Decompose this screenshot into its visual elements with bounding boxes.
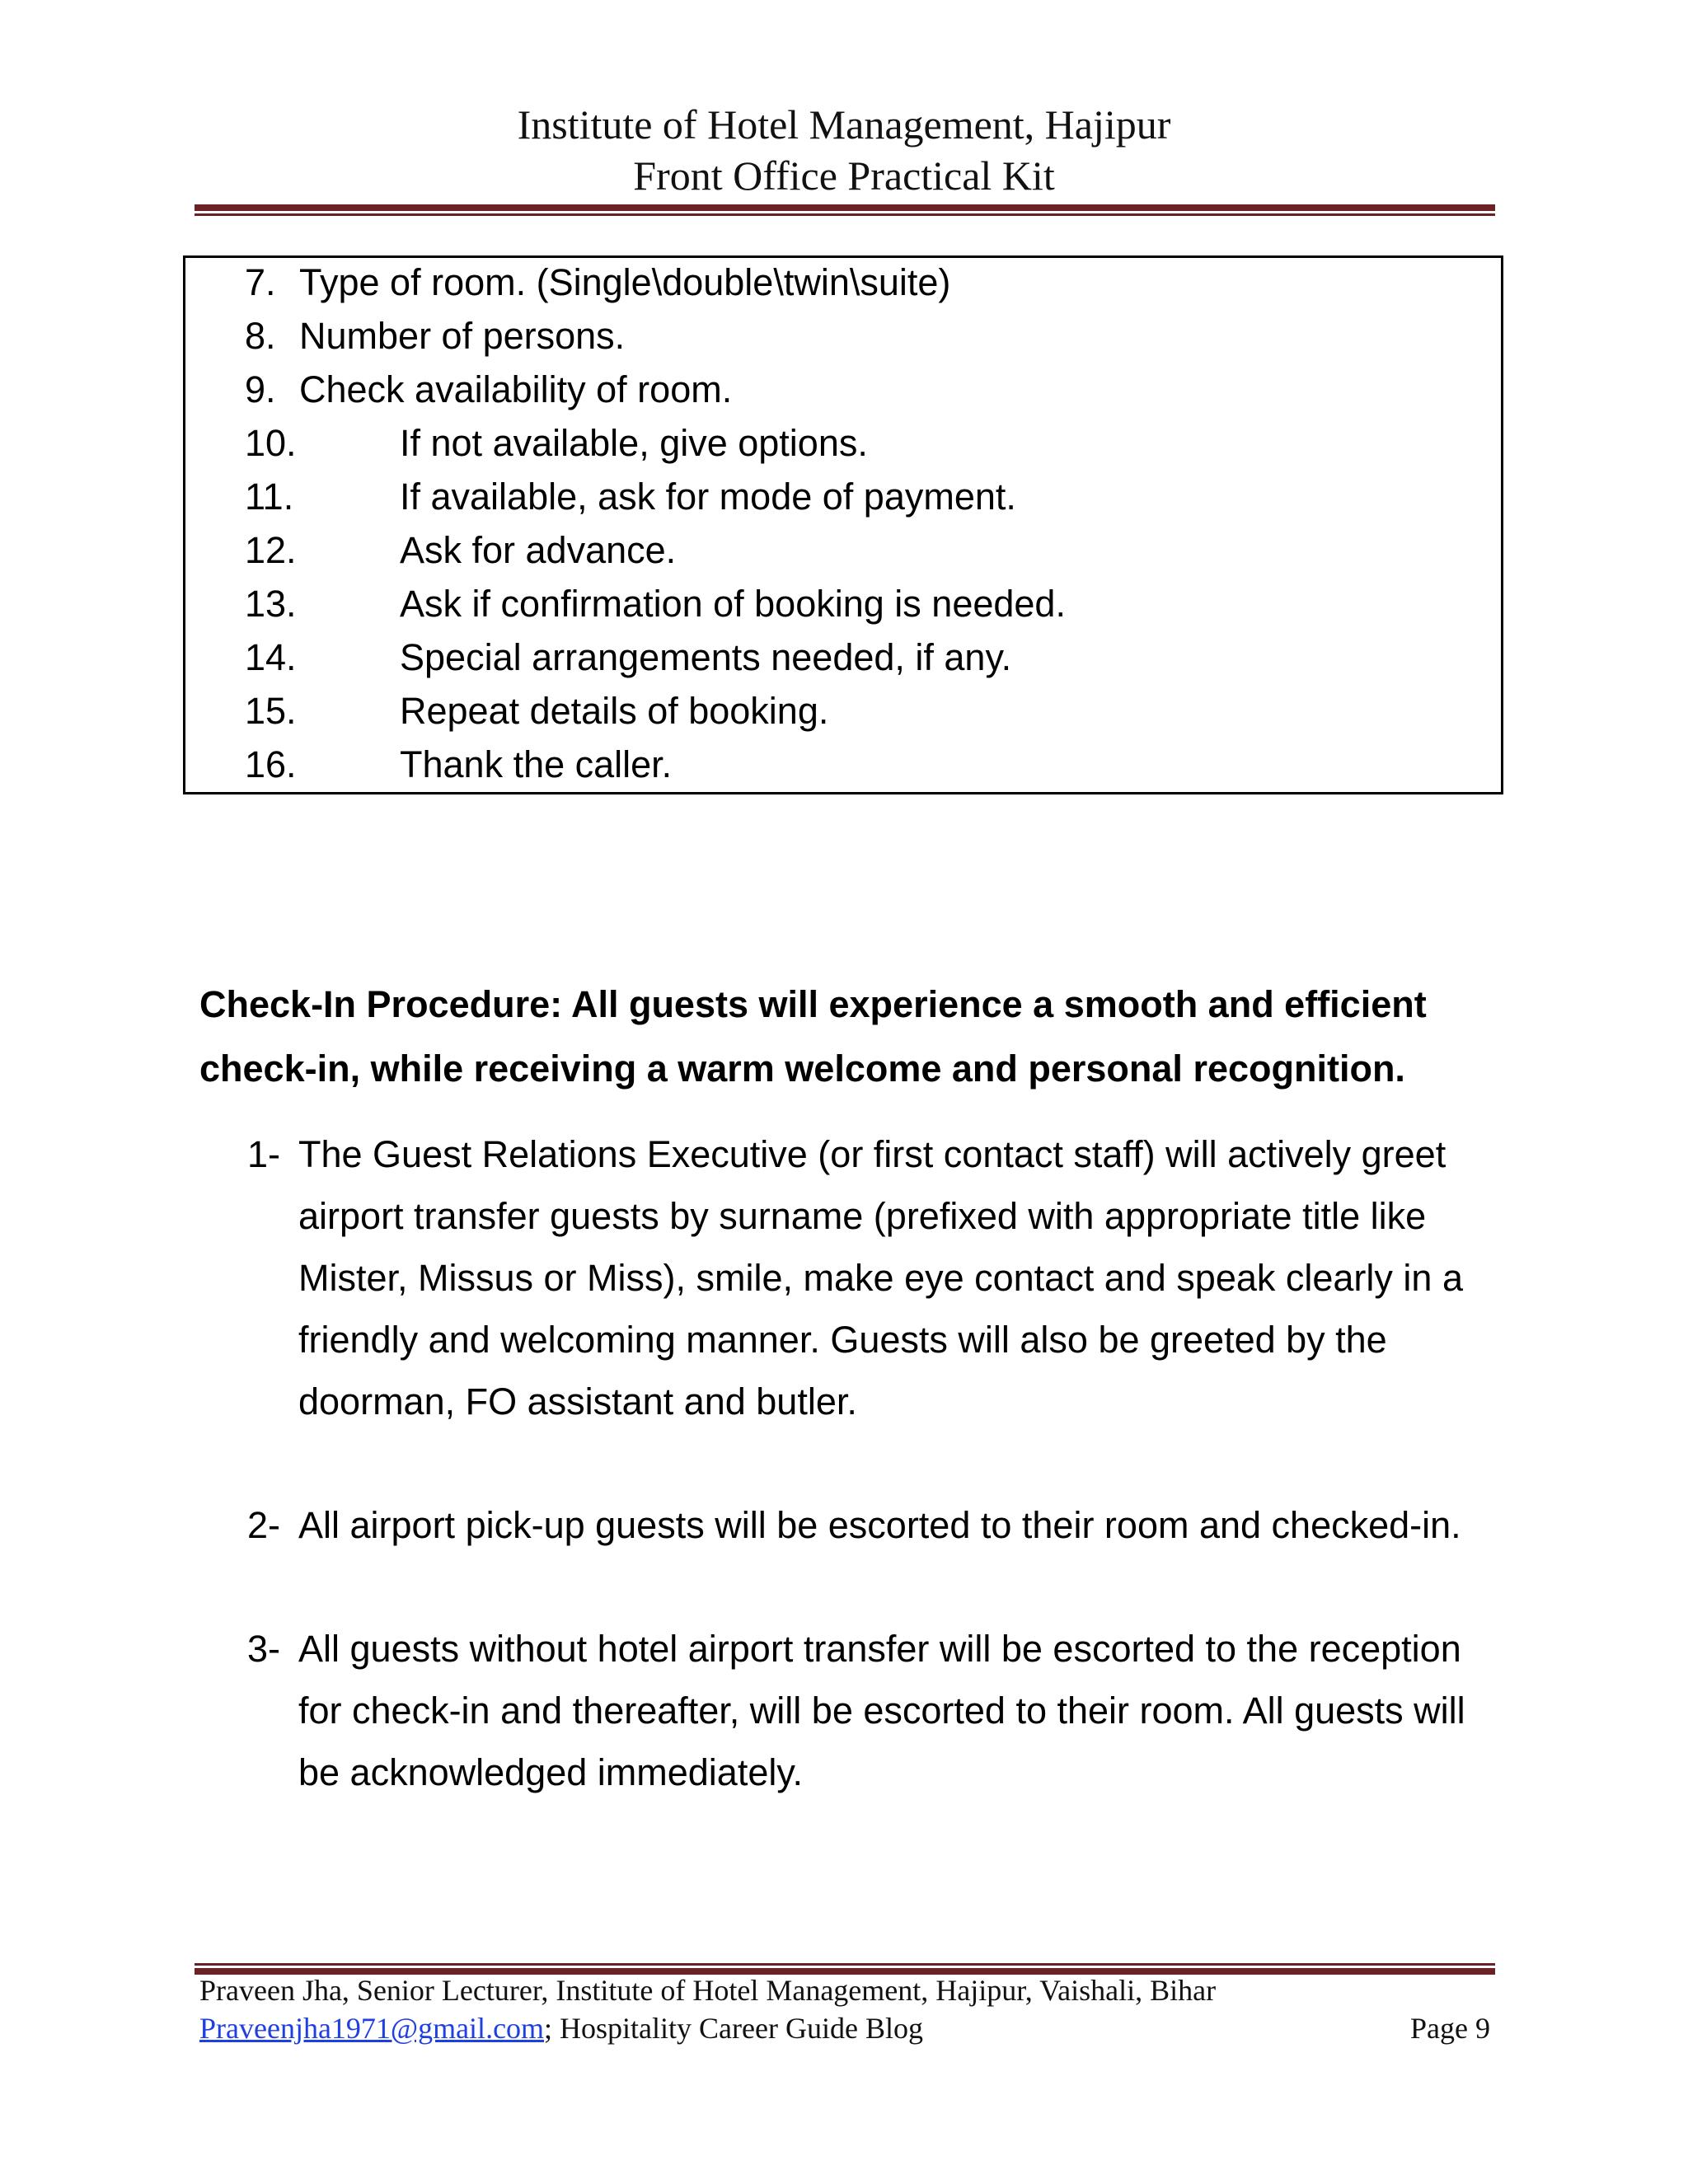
list-item xyxy=(185,740,1422,790)
item-number: 7. xyxy=(245,261,276,303)
list-item xyxy=(185,258,1422,307)
item-number: 8. xyxy=(245,315,276,357)
list-item xyxy=(185,312,1422,361)
item-text: Repeat details of booking. xyxy=(400,690,829,732)
item-number: 12. xyxy=(245,529,297,571)
footer-contact xyxy=(199,2009,1493,2047)
list-item xyxy=(185,365,1422,415)
item-text: If not available, give options. xyxy=(400,422,868,464)
list-item xyxy=(185,687,1422,736)
item-text: Check availability of room. xyxy=(299,368,733,410)
item-number: 9. xyxy=(245,368,276,410)
item-text: Type of room. (Single\double\twin\suite) xyxy=(299,261,951,303)
item-number: 16. xyxy=(245,743,297,785)
step-text: The Guest Relations Executive (or first contact staff) will actively greet airport transfer guests by surname (prefixed with appropriate title like Mister, Missus or Miss), smile, make eye contact and speak clearly in a friendly and welcoming manner. Guests will also be greeted by the doorman, FO assistant and butler. xyxy=(298,1133,1463,1422)
list-item xyxy=(185,472,1422,522)
list-item xyxy=(185,579,1422,629)
header-institute: Institute of Hotel Management, Hajipur xyxy=(517,101,1171,148)
item-number: 11. xyxy=(245,476,294,518)
email-link[interactable]: Praveenjha1971@gmail.com xyxy=(199,2012,545,2045)
item-number: 10. xyxy=(245,422,297,464)
footer-author: Praveen Jha, Senior Lecturer, Institute of Hotel Management, Hajipur, Vaishali, Bihar xyxy=(199,1974,1217,2007)
item-text: Ask if confirmation of booking is needed. xyxy=(400,583,1066,625)
page-header xyxy=(0,99,1688,201)
list-item xyxy=(185,633,1422,682)
item-text: Thank the caller. xyxy=(400,743,673,785)
header-divider xyxy=(195,204,1495,216)
item-number: 15. xyxy=(245,690,297,732)
item-text: Number of persons. xyxy=(299,315,626,357)
list-item xyxy=(185,526,1422,575)
list-item xyxy=(247,1123,1469,1432)
item-number: 13. xyxy=(245,583,297,625)
page-footer xyxy=(199,1971,1493,2047)
step-marker: 3- xyxy=(247,1628,281,1670)
booking-steps-box xyxy=(183,255,1503,794)
item-number: 14. xyxy=(245,636,297,678)
step-marker: 1- xyxy=(247,1133,281,1175)
list-item xyxy=(185,419,1422,468)
item-text: If available, ask for mode of payment. xyxy=(400,476,1016,518)
step-text: All airport pick-up guests will be escorted to their room and checked-in. xyxy=(298,1504,1461,1546)
footer-blog: ; Hospitality Career Guide Blog xyxy=(544,2012,923,2045)
page-number: Page 9 xyxy=(1410,2012,1490,2045)
step-text: All guests without hotel airport transfer will be escorted to the reception for check-in and thereafter, will be escorted to their room. All guests will be acknowledged immediately. xyxy=(298,1628,1465,1793)
list-item xyxy=(247,1494,1469,1556)
step-marker: 2- xyxy=(247,1504,281,1546)
header-subtitle: Front Office Practical Kit xyxy=(633,152,1055,199)
section-heading: Check-In Procedure: All guests will experience a smooth and efficient check-in, while receiving a warm welcome and personal recognition. xyxy=(199,983,1427,1090)
item-text: Special arrangements needed, if any. xyxy=(400,636,1012,678)
list-item xyxy=(247,1618,1469,1803)
item-text: Ask for advance. xyxy=(400,529,677,571)
